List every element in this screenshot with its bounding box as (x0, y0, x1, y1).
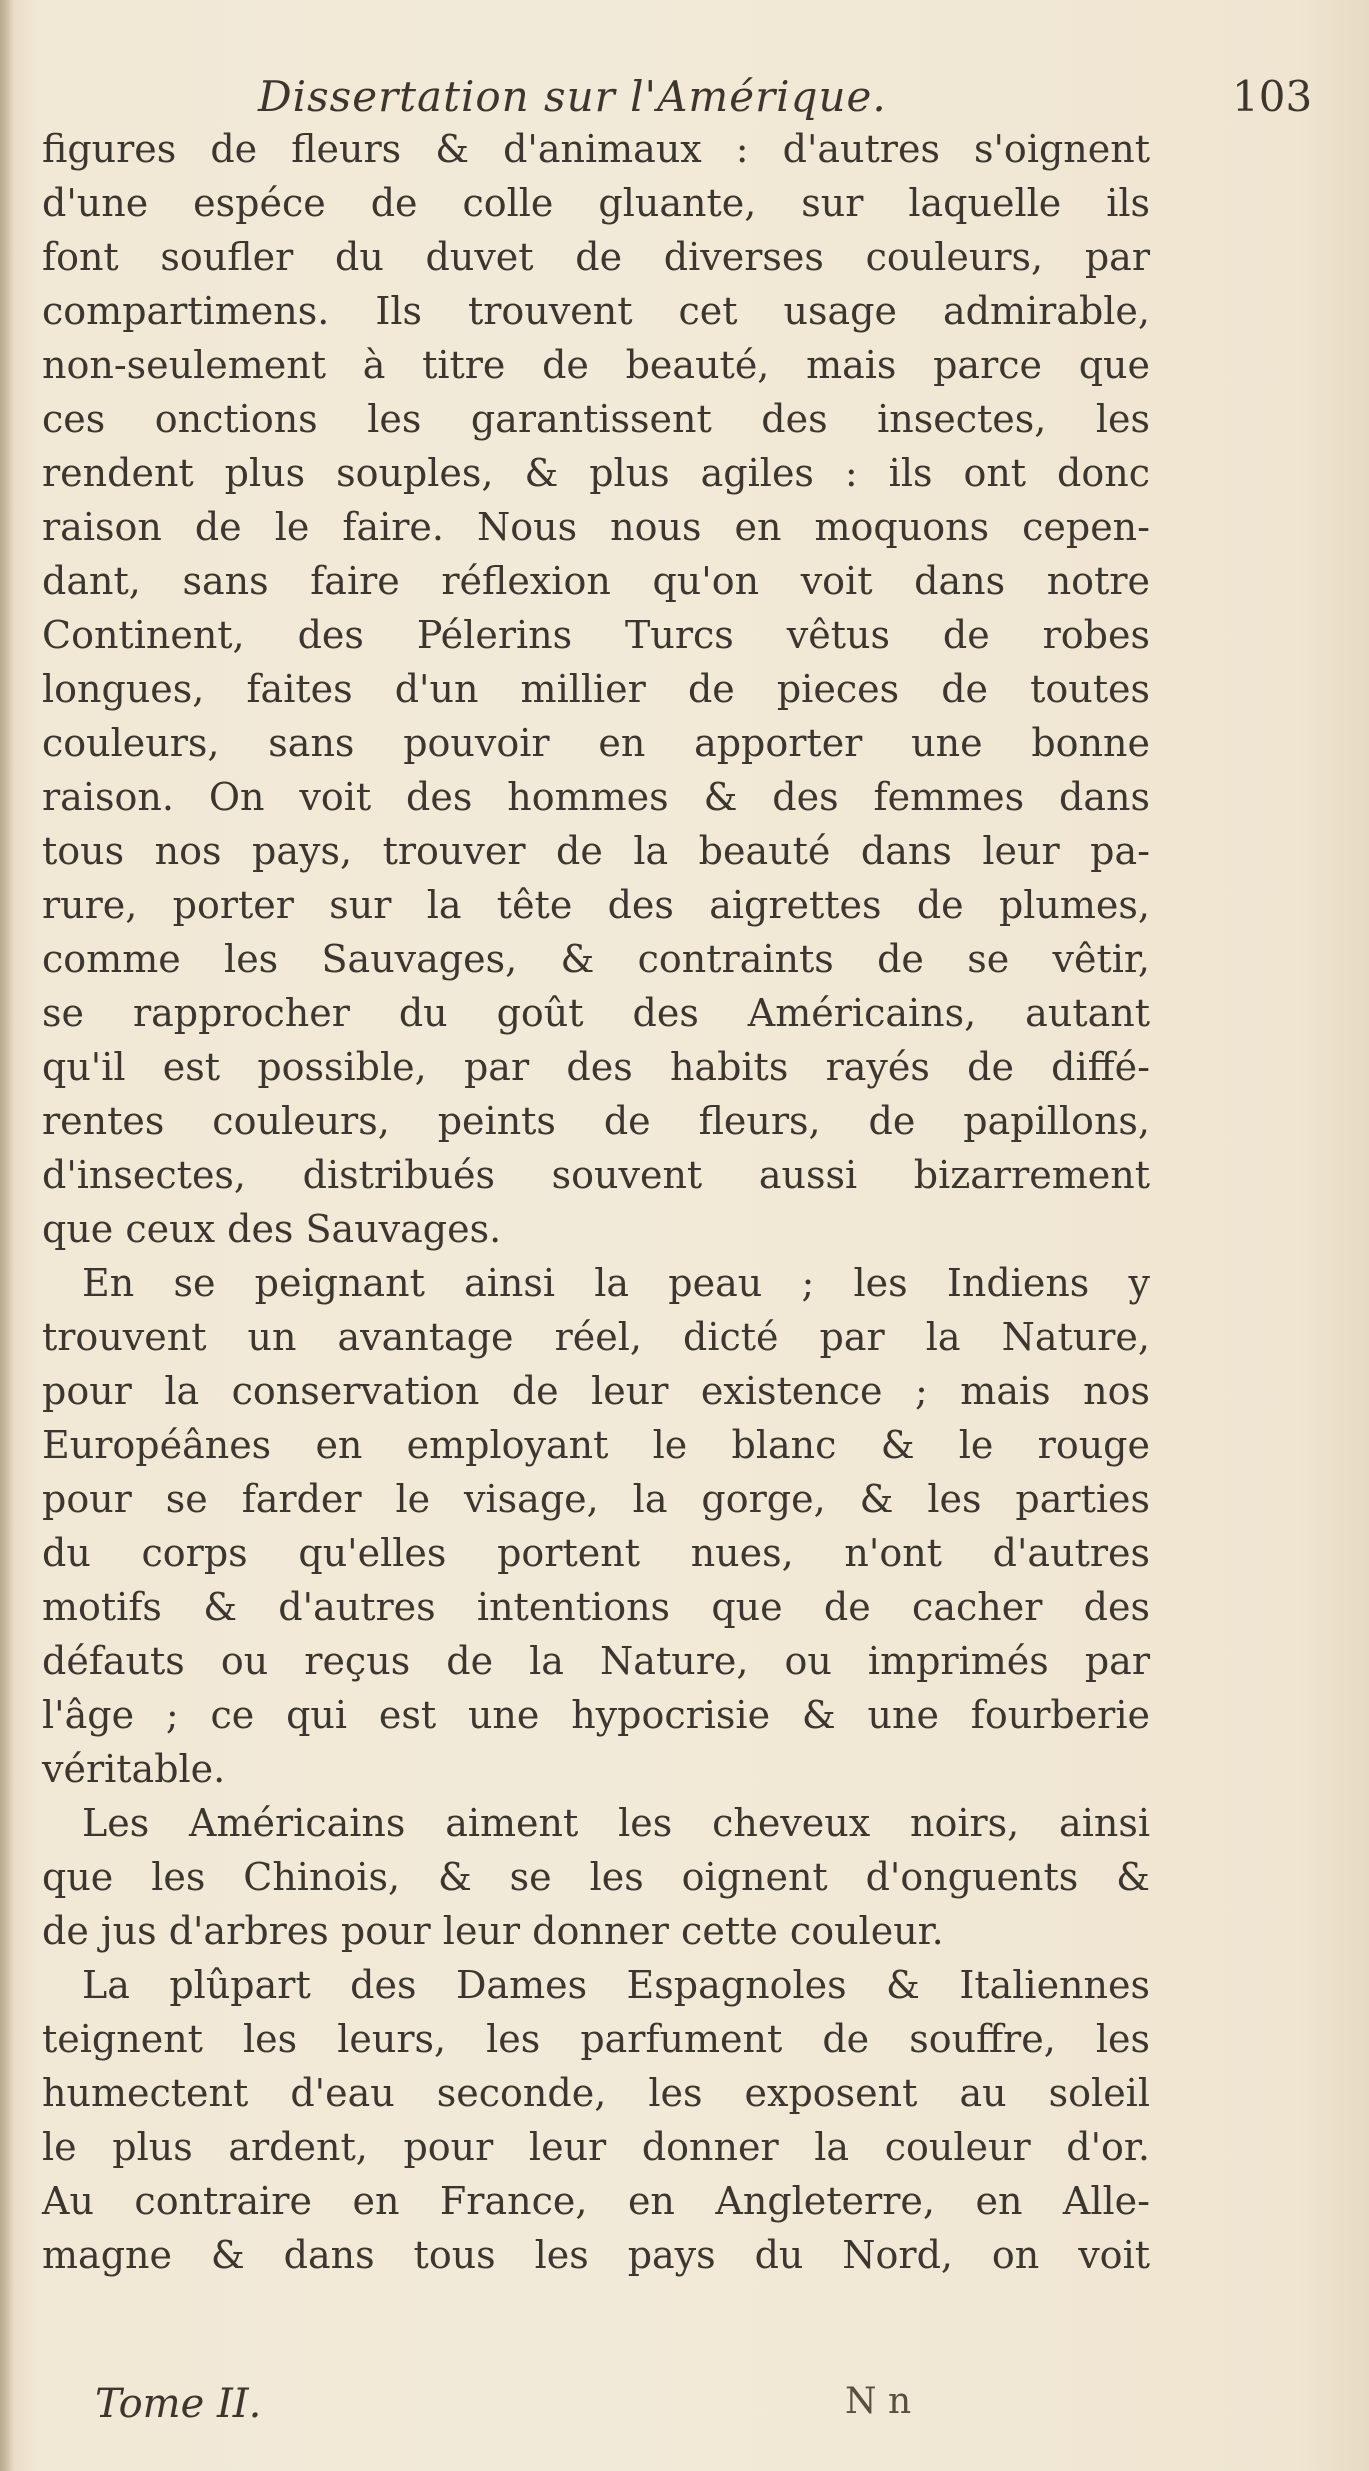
text-line: longues, faites d'un millier de pieces de toutes (42, 667, 1150, 711)
text-line: Continent, des Pélerins Turcs vêtus de robes (42, 613, 1150, 657)
text-line: compartimens. Ils trouvent cet usage admirable, (42, 289, 1150, 333)
text-line: raison. On voit des hommes & des femmes dans (42, 775, 1150, 819)
text-line: Au contraire en France, en Angleterre, en Alle- (42, 2179, 1150, 2223)
paragraph-end-line: que ceux des Sauvages. (42, 1207, 502, 1251)
paragraph-end-line: véritable. (42, 1747, 226, 1791)
text-line: motifs & d'autres intentions que de cacher des (42, 1585, 1150, 1629)
text-line: non-seulement à titre de beauté, mais parce que (42, 343, 1150, 387)
text-line: du corps qu'elles portent nues, n'ont d'autres (42, 1531, 1150, 1575)
text-line: figures de fleurs & d'animaux : d'autres s'oignent (42, 127, 1150, 171)
signature-mark: N n (845, 2381, 912, 2422)
text-line: tous nos pays, trouver de la beauté dans leur pa- (42, 829, 1150, 873)
text-line: rentes couleurs, peints de fleurs, de papillons, (42, 1099, 1150, 1143)
page-number: 103 (1232, 72, 1313, 121)
text-line: magne & dans tous les pays du Nord, on voit (42, 2233, 1150, 2277)
text-line: trouvent un avantage réel, dicté par la Nature, (42, 1315, 1150, 1359)
paragraph-end-line: de jus d'arbres pour leur donner cette couleur. (42, 1909, 944, 1953)
text-line: qu'il est possible, par des habits rayés de diffé- (42, 1045, 1150, 1089)
text-line: dant, sans faire réflexion qu'on voit dans notre (42, 559, 1150, 603)
text-line: l'âge ; ce qui est une hypocrisie & une fourberie (42, 1693, 1150, 1737)
text-line: font soufler du duvet de diverses couleurs, par (42, 235, 1150, 279)
text-line: le plus ardent, pour leur donner la couleur d'or. (42, 2125, 1150, 2169)
volume-label: Tome II. (95, 2381, 262, 2427)
paragraph-start-line: La plûpart des Dames Espagnoles & Italiennes (82, 1963, 1150, 2007)
text-line: pour la conservation de leur existence ; mais nos (42, 1369, 1150, 1413)
text-line: se rapprocher du goût des Américains, autant (42, 991, 1150, 1035)
text-line: ces onctions les garantissent des insectes, les (42, 397, 1150, 441)
text-line: teignent les leurs, les parfument de souffre, les (42, 2017, 1150, 2061)
text-line: rure, porter sur la tête des aigrettes de plumes, (42, 883, 1150, 927)
text-line: comme les Sauvages, & contraints de se vêtir, (42, 937, 1150, 981)
text-line: Européânes en employant le blanc & le rouge (42, 1423, 1150, 1467)
running-title: Dissertation sur l'Amérique. (258, 72, 887, 121)
text-line: d'une espéce de colle gluante, sur laquelle ils (42, 181, 1150, 225)
text-line: que les Chinois, & se les oignent d'onguents & (42, 1855, 1150, 1899)
page-footer (0, 2381, 1369, 2441)
paragraph-start-line: Les Américains aiment les cheveux noirs, ainsi (82, 1801, 1150, 1845)
page-gutter-shadow (0, 0, 14, 2471)
text-line: humectent d'eau seconde, les exposent au soleil (42, 2071, 1150, 2115)
text-line: raison de le faire. Nous nous en moquons cepen- (42, 505, 1150, 549)
text-line: pour se farder le visage, la gorge, & les parties (42, 1477, 1150, 1521)
paragraph-start-line: En se peignant ainsi la peau ; les Indiens y (82, 1261, 1150, 1305)
text-line: d'insectes, distribués souvent aussi bizarrement (42, 1153, 1150, 1197)
text-line: rendent plus souples, & plus agiles : ils ont donc (42, 451, 1150, 495)
text-line: défauts ou reçus de la Nature, ou imprimés par (42, 1639, 1150, 1683)
body-text (42, 122, 1150, 2282)
text-line: couleurs, sans pouvoir en apporter une bonne (42, 721, 1150, 765)
